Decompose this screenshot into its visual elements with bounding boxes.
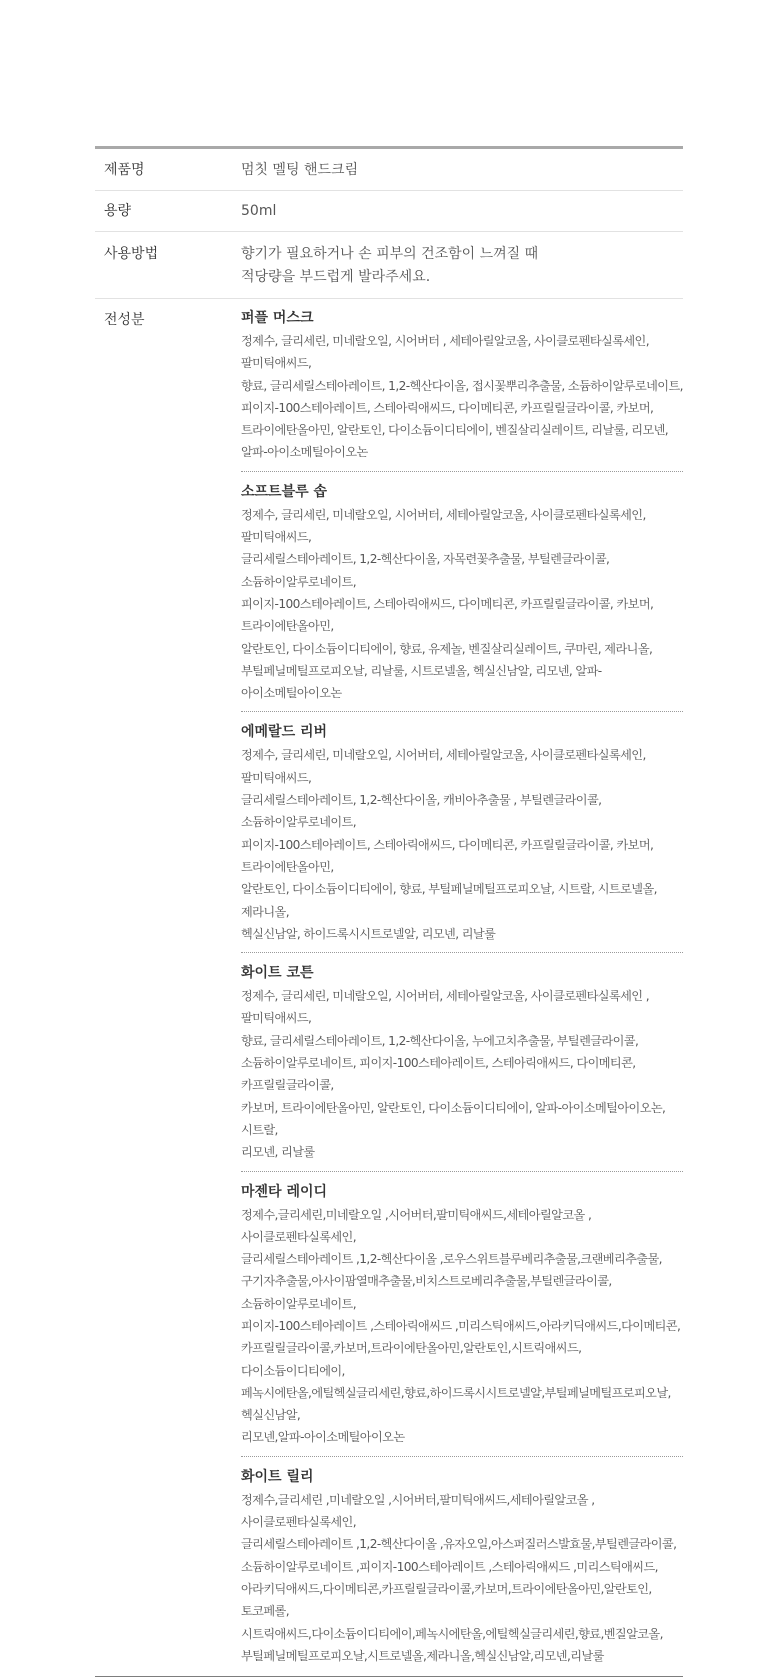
- row-ingredients: [95, 299, 683, 1677]
- ingredient-text: [241, 744, 683, 945]
- ingredient-line: 피이지-100스테아레이트 ,스테아릭애씨드 ,미리스틱애씨드,아라키딕애씨드,다이메티콘,: [241, 1318, 681, 1333]
- product-ingredients-block: [241, 952, 683, 1170]
- ingredient-line: 글리세릴스테아레이트, 1,2-헥산다이올, 캐비아추출물 , 부틸렌글라이콜, 소듐하이알루로네이트,: [241, 793, 602, 830]
- ingredient-line: 시트릭애씨드,다이소듐이디티에이,페녹시에탄올,에틸헥실글리세린,향료,벤질알코올,: [241, 1626, 663, 1641]
- volume-value: 50ml: [241, 203, 277, 219]
- ingredient-line: 글리세릴스테아레이트 ,1,2-헥산다이올 ,로우스위트블루베리추출물,크랜베리추출물,: [241, 1252, 662, 1267]
- ingredient-line: 향료, 글리세릴스테아레이트, 1,2-헥산다이올, 접시꽃뿌리추출물, 소듐하이알루로네이트,: [241, 378, 683, 393]
- usage-line: 향기가 필요하거나 손 피부의 건조함이 느껴질 때: [241, 246, 539, 262]
- ingredient-line: 정제수, 글리세린, 미네랄오일, 시어버터, 세테아릴알코올, 사이클로펜타실록세인, 팔미틱애씨드,: [241, 748, 646, 785]
- ingredient-line: 리모넨,알파-아이소메틸아이오논: [241, 1430, 405, 1445]
- ingredient-line: 아라키딕애씨드,다이메티콘,카프릴릴글라이콜,카보머,트라이에탄올아민,알란토인,토코페롤,: [241, 1581, 652, 1619]
- ingredient-line: 소듐하이알루로네이트 ,피이지-100스테아레이트 ,스테아릭애씨드 ,미리스틱애씨드,: [241, 1559, 658, 1574]
- ingredient-line: 알파-아이소메틸아이오논: [241, 445, 368, 460]
- row-volume: [95, 191, 683, 232]
- ingredient-line: 피이지-100스테아레이트, 스테아릭애씨드, 다이메티콘, 카프릴릴글라이콜, 카보머,: [241, 400, 654, 415]
- ingredient-line: 향료, 글리세릴스테아레이트, 1,2-헥산다이올, 누에고치추출물, 부틸렌글라이콜,: [241, 1033, 639, 1048]
- ingredient-line: 정제수,글리세린,미네랄오일 ,시어버터,팔미틱애씨드,세테아릴알코올 ,사이클로펜타실록세인,: [241, 1207, 592, 1244]
- product-name-label: 제품명: [104, 162, 145, 178]
- usage-line: 적당량을 부드럽게 발라주세요.: [241, 269, 431, 285]
- ingredient-line: 정제수, 글리세린, 미네랄오일, 시어버터, 세테아릴알코올, 사이클로펜타실록세인 , 팔미틱애씨드,: [241, 989, 650, 1026]
- ingredient-line: 글리세릴스테아레이트, 1,2-헥산다이올, 자목련꽃추출물, 부틸렌글라이콜, 소듐하이알루로네이트,: [241, 552, 610, 589]
- ingredient-line: 부틸페닐메틸프로피오날,시트로넬올,제라니올,헥실신남알,리모넨,리날룰: [241, 1648, 604, 1663]
- product-ingredients-title: 소프트블루 솝: [241, 483, 328, 500]
- product-ingredients-block: [241, 1456, 683, 1674]
- product-ingredients-block: [241, 1171, 683, 1456]
- ingredient-line: 부틸페닐메틸프로피오날, 리날룰, 시트로넬올, 헥실신남알, 리모넨, 알파-아이소메틸아이오논: [241, 663, 602, 701]
- ingredient-line: 페녹시에탄올,에틸헥실글리세린,향료,하이드록시시트로넬알,부틸페닐메틸프로피오날,헥실신남알,: [241, 1385, 671, 1423]
- ingredient-text: [241, 985, 683, 1163]
- ingredient-line: 정제수, 글리세린, 미네랄오일, 시어버터 , 세테아릴알코올, 사이클로펜타실록세인, 팔미틱애씨드,: [241, 334, 650, 371]
- product-ingredients-title: 마젠타 레이디: [241, 1183, 328, 1200]
- product-ingredients-title: 퍼플 머스크: [241, 310, 314, 326]
- product-ingredients-block: [241, 308, 683, 471]
- usage-label: 사용방법: [104, 246, 159, 262]
- ingredient-line: 알란토인, 다이소듐이디티에이, 향료, 부틸페닐메틸프로피오날, 시트랄, 시트로넬올, 제라니올,: [241, 882, 657, 919]
- product-ingredients-title: 화이트 릴리: [241, 1468, 314, 1485]
- product-name-value: 멈칫 멜팅 핸드크림: [241, 162, 359, 178]
- ingredient-line: 알란토인, 다이소듐이디티에이, 향료, 유제놀, 벤질살리실레이트, 쿠마린, 제라니올,: [241, 641, 653, 656]
- product-info-table: [95, 146, 683, 1677]
- ingredient-line: 피이지-100스테아레이트, 스테아릭애씨드, 다이메티콘, 카프릴릴글라이콜, 카보머, 트라이에탄올아민,: [241, 596, 654, 634]
- ingredient-text: [241, 504, 683, 705]
- ingredient-line: 카프릴릴글라이콜,카보머,트라이에탄올아민,알란토인,시트릭애씨드,다이소듐이디티에이,: [241, 1341, 582, 1378]
- ingredient-line: 피이지-100스테아레이트, 스테아릭애씨드, 다이메티콘, 카프릴릴글라이콜, 카보머, 트라이에탄올아민,: [241, 837, 654, 874]
- usage-value: [241, 232, 683, 298]
- product-ingredients-title: 화이트 코튼: [241, 965, 314, 982]
- ingredient-line: 정제수, 글리세린, 미네랄오일, 시어버터, 세테아릴알코올, 사이클로펜타실록세인, 팔미틱애씨드,: [241, 507, 646, 545]
- ingredient-text: [241, 1489, 683, 1667]
- row-usage: [95, 232, 683, 299]
- ingredient-line: 트라이에탄올아민, 알란토인, 다이소듐이디티에이, 벤질살리실레이트, 리날룰, 리모넨,: [241, 423, 669, 438]
- ingredient-line: 소듐하이알루로네이트, 피이지-100스테아레이트, 스테아릭애씨드, 다이메티콘, 카프릴릴글라이콜,: [241, 1056, 636, 1093]
- ingredient-line: 글리세릴스테아레이트 ,1,2-헥산다이올 ,유자오일,아스퍼질러스발효물,부틸렌글라이콜,: [241, 1537, 677, 1552]
- ingredient-line: 구기자추출물,아사이팜열매추출물,비치스트로베리추출물,부틸렌글라이콜,소듐하이알루로네이트,: [241, 1274, 612, 1311]
- ingredient-line: 정제수,글리세린 ,미네랄오일 ,시어버터,팔미틱애씨드,세테아릴알코올 ,사이클로펜타실록세인,: [241, 1492, 595, 1530]
- ingredient-text: [241, 1204, 683, 1449]
- ingredient-text: [241, 330, 683, 464]
- ingredients-label: 전성분: [104, 312, 145, 328]
- volume-label: 용량: [104, 203, 132, 219]
- ingredient-line: 카보머, 트라이에탄올아민, 알란토인, 다이소듐이디티에이, 알파-아이소메틸아이오논, 시트랄,: [241, 1100, 666, 1137]
- product-ingredients-block: [241, 711, 683, 952]
- ingredient-line: 헥실신남알, 하이드록시시트로넬알, 리모넨, 리날룰: [241, 926, 496, 941]
- ingredient-line: 리모넨, 리날룰: [241, 1145, 315, 1160]
- product-ingredients-title: 에메랄드 리버: [241, 724, 328, 741]
- ingredients-product-list: [241, 299, 683, 1676]
- row-product-name: [95, 149, 683, 191]
- product-ingredients-block: [241, 471, 683, 712]
